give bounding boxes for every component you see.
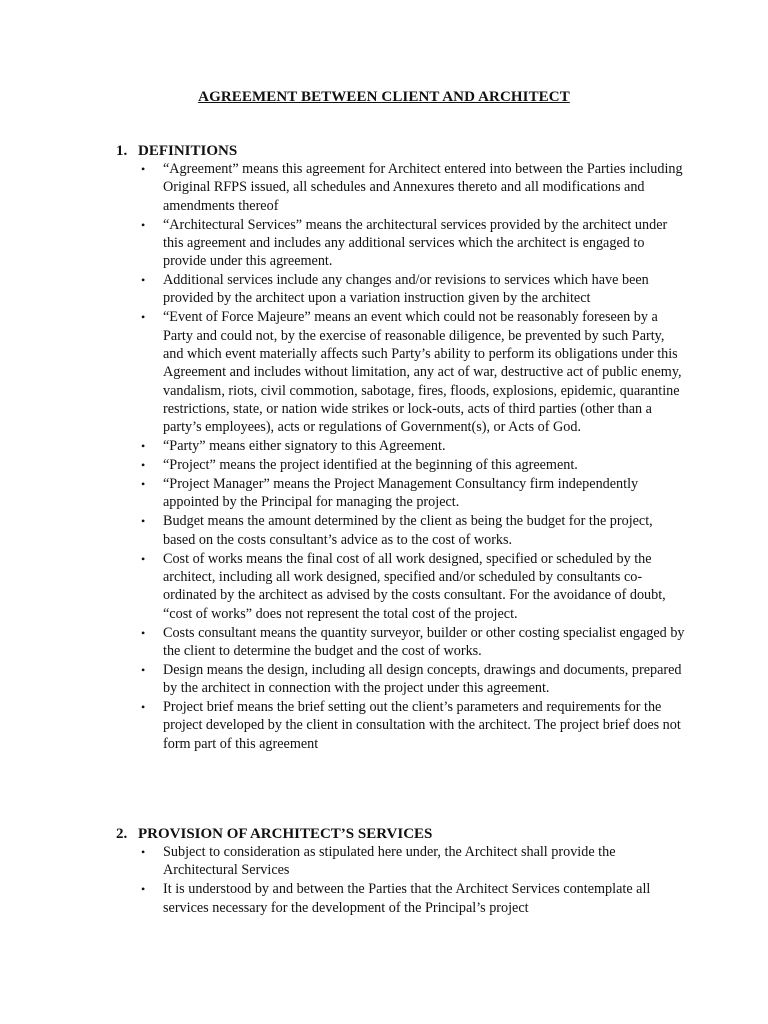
section-heading [116, 825, 686, 843]
bullet-icon: • [141, 439, 146, 454]
definitions-list [116, 160, 686, 753]
list-item [116, 624, 686, 661]
list-item [116, 271, 686, 308]
list-item-text: Costs consultant means the quantity surveyor, builder or other costing specialist engaged by the client to determine the budget and the cost of works. [163, 624, 685, 659]
list-item [116, 456, 686, 474]
list-item-text: “Agreement” means this agreement for Architect entered into between the Parties including Original RFPS issued, all schedules and Annexures thereto and all modifications and amendments thereof [163, 161, 683, 214]
list-item [116, 160, 686, 215]
list-item [116, 475, 686, 512]
bullet-icon: • [141, 551, 146, 566]
list-item-text: Project brief means the brief setting out the client’s parameters and requirements for the project developed by the client in consultation with the architect. The project brief does not form part of this agreement [163, 699, 681, 752]
bullet-icon: • [141, 458, 146, 473]
list-item [116, 437, 686, 455]
list-item-text: Design means the design, including all design concepts, drawings and documents, prepared by the architect in connection with the project under this agreement. [163, 661, 682, 697]
list-item-text: Budget means the amount determined by the client as being the budget for the project, based on the costs consultant’s advice as to the cost of works. [163, 513, 653, 548]
list-item-text: “Project Manager” means the Project Management Consultancy firm independently appointed by the Principal for managing the project. [163, 476, 639, 511]
section-title: DEFINITIONS [138, 143, 238, 159]
list-item [116, 512, 686, 549]
list-item-text: It is understood by and between the Parties that the Architect Services contemplate all services necessary for the development of the Principal’s project [163, 881, 651, 916]
list-item [116, 550, 686, 623]
list-item [116, 880, 686, 917]
bullet-icon: • [141, 625, 146, 640]
list-item-text: “Project” means the project identified at the beginning of this agreement. [163, 457, 578, 474]
list-item [116, 661, 686, 698]
bullet-icon: • [141, 162, 146, 176]
list-item-text: Subject to consideration as stipulated here under, the Architect shall provide the Architectural Services [163, 844, 616, 879]
bullet-icon: • [141, 662, 146, 677]
bullet-icon: • [141, 882, 146, 897]
bullet-icon: • [141, 514, 146, 529]
list-item-text: Additional services include any changes and/or revisions to services which have been provided by the architect upon a variation instruction given by the architect [163, 272, 649, 307]
list-item-text: “Architectural Services” means the architectural services provided by the architect under this agreement and includes any additional services which the architect is engaged to provide under this agreement. [163, 216, 668, 270]
bullet-icon: • [141, 310, 146, 325]
bullet-icon: • [141, 845, 146, 859]
bullet-icon: • [141, 477, 146, 492]
section-number: 2. [116, 826, 128, 842]
document-title: AGREEMENT BETWEEN CLIENT AND ARCHITECT [198, 89, 570, 105]
list-item [116, 698, 686, 753]
bullet-icon: • [141, 273, 146, 288]
services-list [116, 843, 686, 917]
section-title: PROVISION OF ARCHITECT’S SERVICES [138, 826, 433, 842]
section-provision-of-services [116, 825, 686, 918]
bullet-icon: • [141, 700, 146, 715]
section-number: 1. [116, 143, 128, 159]
bullet-icon: • [141, 217, 146, 232]
list-item [116, 308, 686, 436]
list-item-text: “Event of Force Majeure” means an event which could not be reasonably foreseen by a Party and could not, by the exercise of reasonable diligence, be prevented by such Party, and which event materially affects such Party’s ability to perform its obligations under this Agreement and includes without limitation, any act of war, destructive act of public enemy, vandalism, riots, civil commotion, sabotage, fires, floods, explosions, epidemic, quarantine restrictions, state, or nation wide strikes or lock-outs, acts of third parties (other than a party’s employees), acts or regulations of Government(s), or Acts of God. [163, 309, 682, 436]
list-item [116, 216, 686, 271]
section-heading [116, 142, 686, 160]
list-item-text: Cost of works means the final cost of all work designed, specified or scheduled by the architect, including all work designed, specified and/or scheduled by consultants co-ordinated by the architect as advised by the costs consultant. For the avoidance of doubt, “cost of works” does not represent the total cost of the project. [163, 550, 666, 622]
list-item-text: “Party” means either signatory to this Agreement. [163, 438, 446, 455]
section-definitions [116, 142, 686, 754]
list-item [116, 843, 686, 880]
